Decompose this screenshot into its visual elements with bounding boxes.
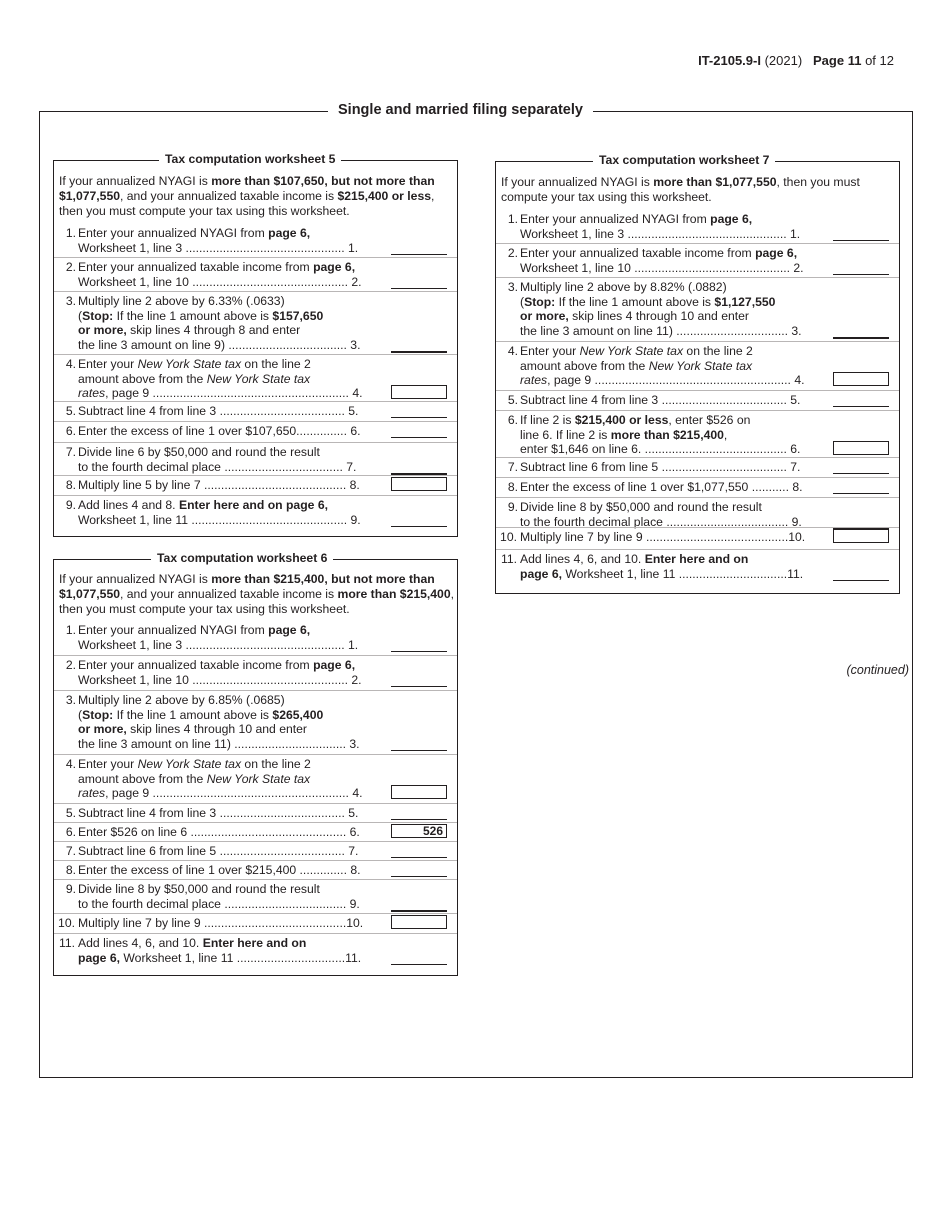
line-divider xyxy=(496,497,899,498)
amount-field[interactable] xyxy=(833,324,889,339)
line-text: Enter your New York State tax on the line 2 amount above from the New York State tax rates, page 9 .......................................................... 4. xyxy=(520,344,805,388)
line-number: 5. xyxy=(65,806,76,820)
worksheet-7 xyxy=(495,153,900,594)
intro-run: If your annualized NYAGI is xyxy=(501,175,654,189)
amount-field[interactable]: 526 xyxy=(391,824,447,838)
worksheet-7-title: Tax computation worksheet 7 xyxy=(593,153,775,167)
worksheet-6 xyxy=(53,551,458,976)
line-number: 2. xyxy=(65,658,76,672)
intro-run: , then you must compute your tax using this worksheet. xyxy=(59,189,435,218)
line-number: 3. xyxy=(65,693,76,707)
line-divider xyxy=(496,410,899,411)
line-text: Subtract line 4 from line 3 ..................................... 5. xyxy=(520,393,801,407)
line-text: Divide line 8 by $50,000 and round the result to the fourth decimal place .................................... 9. xyxy=(520,500,802,529)
line-divider xyxy=(496,277,899,278)
intro-run: If your annualized NYAGI is xyxy=(59,572,212,586)
line-divider xyxy=(54,803,457,804)
amount-field[interactable] xyxy=(391,513,447,527)
line-divider xyxy=(496,341,899,342)
amount-field[interactable] xyxy=(833,567,889,581)
line-number: 4. xyxy=(65,357,76,371)
line-number: 2. xyxy=(507,246,518,260)
line-text: Enter the excess of line 1 over $1,077,550 ........... 8. xyxy=(520,480,803,494)
line-number: 9. xyxy=(507,500,518,514)
line-text: Add lines 4, 6, and 10. Enter here and on page 6, Worksheet 1, line 11 ................................11. xyxy=(520,552,804,581)
line-divider xyxy=(54,442,457,443)
line-text: Subtract line 4 from line 3 ..................................... 5. xyxy=(78,806,359,820)
line-number: 11. xyxy=(500,552,517,566)
amount-field[interactable] xyxy=(391,806,447,820)
line-number: 1. xyxy=(65,623,76,637)
line-text: Enter the excess of line 1 over $107,650............... 6. xyxy=(78,424,361,438)
worksheet-5 xyxy=(53,152,458,537)
line-divider xyxy=(54,421,457,422)
worksheet-7-intro xyxy=(501,175,896,205)
line-divider xyxy=(54,655,457,656)
line-text: Enter your New York State tax on the line 2 amount above from the New York State tax rates, page 9 .......................................................... 4. xyxy=(78,757,363,801)
amount-field[interactable] xyxy=(391,863,447,877)
line-number: 5. xyxy=(507,393,518,407)
continued-note: (continued) xyxy=(846,663,909,677)
line-number: 4. xyxy=(65,757,76,771)
worksheet-6-intro xyxy=(59,572,454,617)
page-label: Page 11 xyxy=(813,53,862,68)
line-text: Enter your annualized NYAGI from page 6, Worksheet 1, line 3 ............................................... 1. xyxy=(520,212,801,241)
line-number: 1. xyxy=(507,212,518,226)
line-divider xyxy=(54,475,457,476)
line-text: Enter $526 on line 6 .............................................. 6. xyxy=(78,825,360,839)
line-number: 8. xyxy=(65,478,76,492)
worksheet-6-title: Tax computation worksheet 6 xyxy=(151,551,333,565)
line-number: 9. xyxy=(65,882,76,896)
line-number: 4. xyxy=(507,344,518,358)
line-divider xyxy=(54,879,457,880)
line-divider xyxy=(54,933,457,934)
amount-field[interactable] xyxy=(391,737,447,751)
line-number: 7. xyxy=(507,460,518,474)
line-text: Subtract line 6 from line 5 ..................................... 7. xyxy=(520,460,801,474)
amount-field[interactable] xyxy=(391,915,447,929)
line-number: 5. xyxy=(65,404,76,418)
line-divider xyxy=(496,390,899,391)
amount-field[interactable] xyxy=(391,338,447,353)
amount-field[interactable] xyxy=(391,844,447,858)
line-number: 6. xyxy=(65,424,76,438)
line-text: Enter your annualized taxable income from page 6, Worksheet 1, line 10 .............................................. 2. xyxy=(78,658,362,687)
line-text: Divide line 8 by $50,000 and round the result to the fourth decimal place .................................... 9. xyxy=(78,882,360,911)
line-divider xyxy=(496,549,899,550)
amount-field[interactable] xyxy=(833,441,889,455)
line-text: Add lines 4 and 8. Enter here and on page 6, Worksheet 1, line 11 .............................................. 9. xyxy=(78,498,361,527)
amount-field[interactable] xyxy=(833,393,889,407)
line-divider xyxy=(54,860,457,861)
line-text: Subtract line 6 from line 5 ..................................... 7. xyxy=(78,844,359,858)
line-text: Enter your annualized taxable income from page 6, Worksheet 1, line 10 .............................................. 2. xyxy=(78,260,362,289)
line-text: Enter your annualized taxable income from page 6, Worksheet 1, line 10 .............................................. 2. xyxy=(520,246,804,275)
amount-field[interactable] xyxy=(391,673,447,687)
line-number: 9. xyxy=(65,498,76,512)
line-divider xyxy=(54,690,457,691)
line-divider xyxy=(54,291,457,292)
amount-field[interactable] xyxy=(833,261,889,275)
line-divider xyxy=(54,401,457,402)
line-text: Multiply line 5 by line 7 .......................................... 8. xyxy=(78,478,360,492)
amount-field[interactable] xyxy=(833,372,889,386)
intro-run: more than $215,400, but not more than $1,077,550 xyxy=(59,572,435,601)
intro-run: , then you must compute your tax using this worksheet. xyxy=(501,175,860,204)
line-divider xyxy=(54,822,457,823)
amount-field[interactable] xyxy=(833,227,889,241)
line-number: 1. xyxy=(65,226,76,240)
intro-run: more than $215,400 xyxy=(337,587,451,601)
line-text: Enter your annualized NYAGI from page 6, Worksheet 1, line 3 ............................................... 1. xyxy=(78,226,359,255)
line-text: Multiply line 2 above by 8.82% (.0882) (Stop: If the line 1 amount above is $1,127,550 or more, skip lines 4 through 10 and enter the line 3 amount on line 11) ................................. 3. xyxy=(520,280,802,338)
line-number: 6. xyxy=(507,413,518,427)
amount-field[interactable] xyxy=(391,241,447,255)
intro-run: , and your annualized taxable income is xyxy=(120,189,338,203)
line-number: 3. xyxy=(507,280,518,294)
line-text: If line 2 is $215,400 or less, enter $526 on line 6. If line 2 is more than $215,400, enter $1,646 on line 6. .......................................... 6. xyxy=(520,413,801,457)
line-divider xyxy=(496,457,899,458)
line-divider xyxy=(54,257,457,258)
amount-field[interactable] xyxy=(391,404,447,418)
line-number: 8. xyxy=(507,480,518,494)
line-divider xyxy=(496,243,899,244)
line-divider xyxy=(54,354,457,355)
amount-field[interactable] xyxy=(391,460,447,475)
amount-field[interactable] xyxy=(391,638,447,652)
line-text: Enter the excess of line 1 over $215,400 .............. 8. xyxy=(78,863,361,877)
line-text: Enter your annualized NYAGI from page 6, Worksheet 1, line 3 ............................................... 1. xyxy=(78,623,359,652)
section-title: Single and married filing separately xyxy=(328,102,593,118)
line-text: Multiply line 2 above by 6.33% (.0633) (Stop: If the line 1 amount above is $157,650 or more, skip lines 4 through 8 and enter the line 3 amount on line 9) ................................... 3. xyxy=(78,294,361,352)
worksheet-5-intro xyxy=(59,174,454,219)
intro-run: , and your annualized taxable income is xyxy=(120,587,338,601)
line-number: 7. xyxy=(65,844,76,858)
line-text: Subtract line 4 from line 3 ..................................... 5. xyxy=(78,404,359,418)
line-number: 2. xyxy=(65,260,76,274)
amount-field[interactable] xyxy=(833,529,889,543)
line-text: Multiply line 7 by line 9 ..........................................10. xyxy=(78,916,364,930)
line-number: 10. xyxy=(500,530,517,544)
line-text: Add lines 4, 6, and 10. Enter here and on page 6, Worksheet 1, line 11 ................................11. xyxy=(78,936,362,965)
amount-field[interactable] xyxy=(833,480,889,494)
intro-run: , then you must compute your tax using this worksheet. xyxy=(59,587,455,616)
page-of: of 12 xyxy=(865,53,894,68)
form-year: (2021) xyxy=(764,53,803,68)
intro-run: more than $107,650, but not more than $1,077,550 xyxy=(59,174,435,203)
page-header xyxy=(698,53,894,68)
line-text: Multiply line 7 by line 9 ..........................................10. xyxy=(520,530,806,544)
amount-field[interactable] xyxy=(391,897,447,912)
amount-field[interactable] xyxy=(391,424,447,438)
line-divider xyxy=(496,527,899,528)
intro-run: more than $1,077,550 xyxy=(653,175,777,189)
line-divider xyxy=(54,841,457,842)
line-divider xyxy=(54,754,457,755)
form-id: IT-2105.9-I xyxy=(698,53,761,68)
amount-field[interactable] xyxy=(391,385,447,399)
line-number: 3. xyxy=(65,294,76,308)
line-divider xyxy=(496,477,899,478)
worksheet-5-title: Tax computation worksheet 5 xyxy=(159,152,341,166)
amount-field[interactable] xyxy=(391,477,447,491)
line-text: Multiply line 2 above by 6.85% (.0685) (Stop: If the line 1 amount above is $265,400 or more, skip lines 4 through 10 and enter the line 3 amount on line 11) ................................. 3. xyxy=(78,693,360,751)
line-text: Divide line 6 by $50,000 and round the result to the fourth decimal place ................................... 7. xyxy=(78,445,357,474)
line-number: 7. xyxy=(65,445,76,459)
amount-field[interactable] xyxy=(833,460,889,474)
line-number: 6. xyxy=(65,825,76,839)
intro-run: $215,400 or less xyxy=(337,189,431,203)
line-number: 11. xyxy=(58,936,75,950)
line-number: 10. xyxy=(58,916,75,930)
line-number: 8. xyxy=(65,863,76,877)
line-divider xyxy=(54,495,457,496)
amount-field[interactable] xyxy=(391,275,447,289)
amount-field[interactable] xyxy=(391,951,447,965)
amount-field[interactable] xyxy=(391,785,447,799)
line-text: Enter your New York State tax on the line 2 amount above from the New York State tax rates, page 9 .......................................................... 4. xyxy=(78,357,363,401)
intro-run: If your annualized NYAGI is xyxy=(59,174,212,188)
line-divider xyxy=(54,913,457,914)
